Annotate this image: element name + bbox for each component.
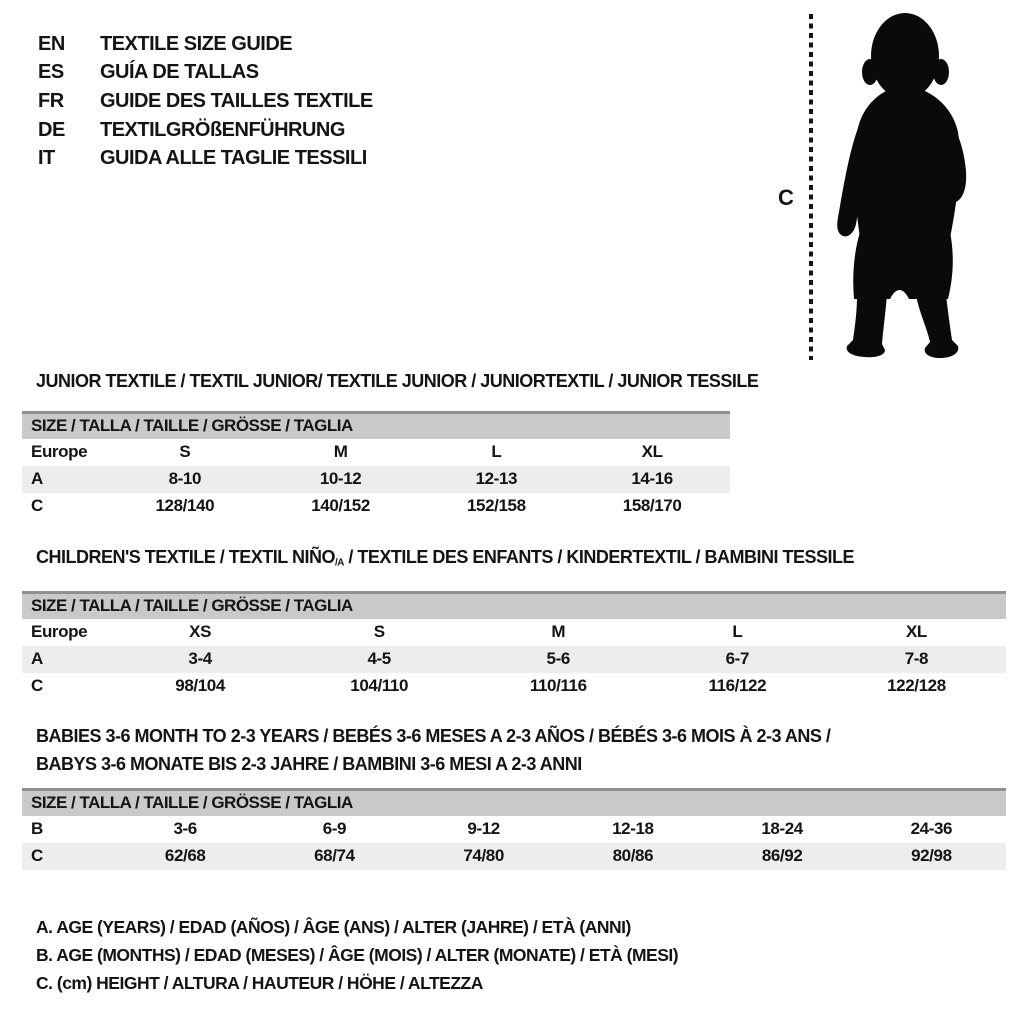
toddler-silhouette-icon — [824, 6, 974, 361]
table-cell: 92/98 — [857, 843, 1006, 870]
size-header: L — [732, 622, 743, 641]
table-cell: 3-6 — [173, 819, 197, 838]
junior-section-heading: JUNIOR TEXTILE / TEXTIL JUNIOR/ TEXTILE JUNIOR / JUNIORTEXTIL / JUNIOR TESSILE — [36, 371, 759, 391]
table-row — [22, 466, 730, 493]
row-label: A — [22, 466, 107, 493]
table-cell: 18-24 — [761, 819, 803, 838]
table-cell: 86/92 — [707, 843, 856, 870]
table-cell: 62/68 — [111, 843, 260, 870]
babies-size-table — [22, 788, 1006, 870]
table-cell: 152/158 — [467, 496, 526, 515]
table-row — [22, 439, 730, 466]
list-item — [38, 116, 373, 145]
list-item — [38, 144, 373, 173]
table-row — [22, 593, 1006, 619]
heading-subscript: /A — [334, 557, 344, 569]
table-row — [22, 790, 1006, 816]
guide-title: TEXTILGRÖßENFÜHRUNG — [100, 118, 345, 141]
language-code: DE — [38, 118, 65, 141]
guide-title: GUIDE DES TAILLES TEXTILE — [100, 89, 373, 112]
size-header: XL — [905, 622, 927, 641]
table-cell: 122/128 — [887, 676, 946, 695]
heading-text: / TEXTILE DES ENFANTS / KINDERTEXTIL / BAMBINI TESSILE — [343, 547, 855, 567]
table-cell: 6-9 — [322, 819, 347, 838]
row-label: B — [31, 819, 43, 838]
table-cell: 12-18 — [612, 819, 654, 838]
table-cell: 6-7 — [648, 646, 827, 673]
table-cell: 3-4 — [111, 646, 290, 673]
table-cell: 68/74 — [260, 843, 409, 870]
guide-title: GUIDA ALLE TAGLIE TESSILI — [100, 147, 367, 170]
list-item — [38, 59, 373, 88]
table-cell: 9-12 — [467, 819, 500, 838]
row-label: C — [31, 676, 43, 695]
size-bar-label: SIZE / TALLA / TAILLE / GRÖSSE / TAGLIA — [22, 593, 1006, 619]
table-row — [22, 619, 1006, 646]
table-cell: 116/122 — [708, 676, 767, 695]
size-bar-label: SIZE / TALLA / TAILLE / GRÖSSE / TAGLIA — [22, 413, 730, 439]
table-cell: 5-6 — [469, 646, 648, 673]
guide-title: TEXTILE SIZE GUIDE — [100, 32, 293, 55]
size-header: XL — [641, 442, 663, 461]
table-row — [22, 413, 730, 439]
table-row — [22, 493, 730, 520]
table-cell: 110/116 — [529, 676, 587, 695]
table-cell: 8-10 — [107, 466, 263, 493]
guide-title: GUÍA DE TALLAS — [100, 61, 259, 84]
row-label: A — [22, 646, 111, 673]
language-code: FR — [38, 89, 64, 112]
table-cell: 104/110 — [350, 676, 409, 695]
table-row — [22, 646, 1006, 673]
footnote-age-months: B. AGE (MONTHS) / EDAD (MESES) / ÂGE (MOIS) / ALTER (MONATE) / ETÀ (MESI) — [36, 945, 679, 966]
babies-section-heading-line1: BABIES 3-6 MONTH TO 2-3 YEARS / BEBÉS 3-6 MESES A 2-3 AÑOS / BÉBÉS 3-6 MOIS À 2-3 ANS / — [36, 726, 831, 746]
size-header: S — [179, 442, 191, 461]
table-cell: 10-12 — [263, 466, 419, 493]
language-code: EN — [38, 32, 65, 55]
row-label: C — [31, 496, 43, 515]
babies-section-heading-line2: BABYS 3-6 MONATE BIS 2-3 JAHRE / BAMBINI 3-6 MESI A 2-3 ANNI — [36, 754, 582, 774]
children-size-table — [22, 591, 1006, 700]
size-header: M — [551, 622, 566, 641]
heading-text: CHILDREN'S TEXTILE / TEXTIL NIÑO — [36, 547, 335, 567]
size-header: L — [491, 442, 502, 461]
region-label: Europe — [31, 622, 88, 641]
table-cell: 7-8 — [827, 646, 1006, 673]
table-cell: 74/80 — [409, 843, 558, 870]
size-header: S — [373, 622, 385, 641]
table-cell: 80/86 — [558, 843, 707, 870]
table-row — [22, 816, 1006, 843]
region-label: Europe — [31, 442, 88, 461]
size-header: XS — [189, 622, 212, 641]
table-cell: 12-13 — [418, 466, 574, 493]
table-cell: 140/152 — [311, 496, 370, 515]
language-title-list — [38, 30, 373, 173]
size-bar-label: SIZE / TALLA / TAILLE / GRÖSSE / TAGLIA — [22, 790, 1006, 816]
table-cell: 24-36 — [910, 819, 953, 838]
language-code: ES — [38, 61, 64, 84]
table-row — [22, 843, 1006, 870]
table-cell: 98/104 — [175, 676, 225, 695]
list-item — [38, 30, 373, 59]
junior-size-table — [22, 411, 730, 520]
table-cell: 14-16 — [574, 466, 730, 493]
language-code: IT — [38, 147, 55, 170]
row-label: C — [22, 843, 111, 870]
size-header: M — [333, 442, 348, 461]
table-cell: 128/140 — [155, 496, 215, 515]
height-measure-label: C — [778, 185, 794, 210]
table-row — [22, 673, 1006, 700]
footnote-age-years: A. AGE (YEARS) / EDAD (AÑOS) / ÂGE (ANS) / ALTER (JAHRE) / ETÀ (ANNI) — [36, 916, 631, 937]
footnote-height-cm: C. (cm) HEIGHT / ALTURA / HAUTEUR / HÖHE / ALTEZZA — [36, 973, 483, 994]
table-cell: 158/170 — [622, 496, 682, 515]
dotted-height-line — [809, 14, 813, 360]
table-cell: 4-5 — [290, 646, 469, 673]
footnote-list — [36, 913, 678, 998]
list-item — [38, 87, 373, 116]
children-section-heading — [36, 547, 854, 568]
